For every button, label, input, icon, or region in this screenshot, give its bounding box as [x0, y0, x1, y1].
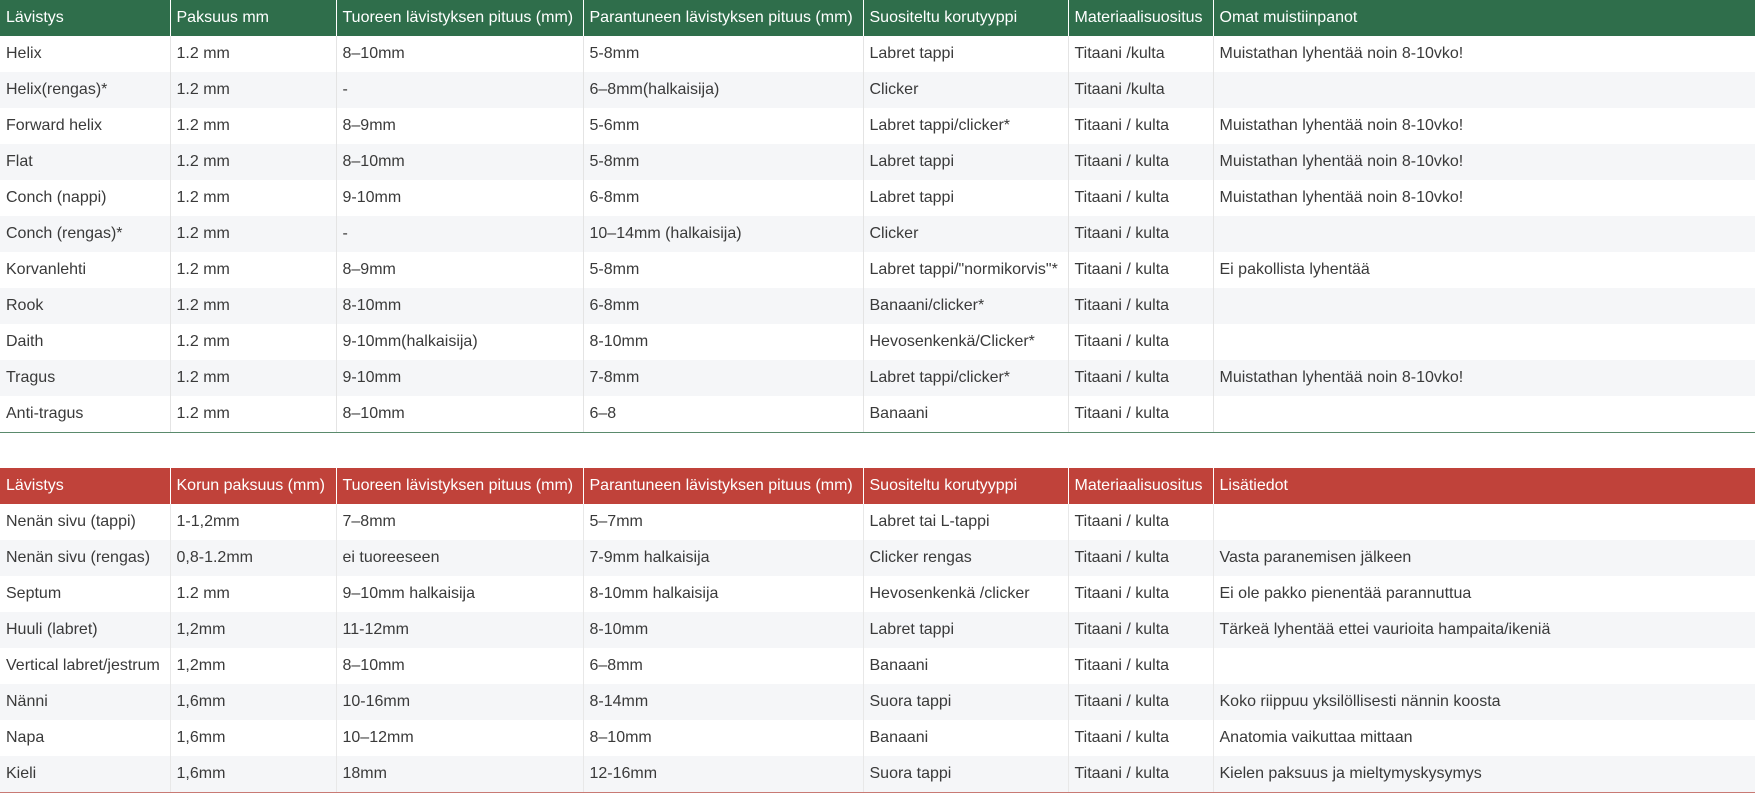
table-cell: 6–8mm [583, 648, 863, 684]
table-cell: 8-10mm [583, 612, 863, 648]
table-row [0, 396, 1755, 432]
table-cell: 8–9mm [336, 108, 583, 144]
column-header: Materiaalisuositus [1068, 468, 1213, 504]
table-cell: Flat [0, 144, 170, 180]
column-header: Suositeltu korutyyppi [863, 0, 1068, 36]
table-row [0, 720, 1755, 756]
table-cell: 5-8mm [583, 252, 863, 288]
table-cell: Korvanlehti [0, 252, 170, 288]
table-cell: Tärkeä lyhentää ettei vaurioita hampaita/ikeniä [1213, 612, 1755, 648]
table-cell: Nenän sivu (tappi) [0, 504, 170, 540]
column-header: Lisätiedot [1213, 468, 1755, 504]
table-cell: 8–9mm [336, 252, 583, 288]
table-cell: Hevosenkenkä /clicker [863, 576, 1068, 612]
table-cell: Titaani /kulta [1068, 36, 1213, 72]
table-cell: 1,6mm [170, 684, 336, 720]
table-cell: 8–10mm [336, 36, 583, 72]
table-cell: Vasta paranemisen jälkeen [1213, 540, 1755, 576]
column-header: Omat muistiinpanot [1213, 0, 1755, 36]
table-cell: Banaani/clicker* [863, 288, 1068, 324]
table-cell: 1,2mm [170, 612, 336, 648]
table-cell: Titaani /kulta [1068, 72, 1213, 108]
table-cell: 7-8mm [583, 360, 863, 396]
table-cell [1213, 288, 1755, 324]
table-cell: Titaani / kulta [1068, 396, 1213, 432]
table-cell: 5–7mm [583, 504, 863, 540]
table-cell: 11-12mm [336, 612, 583, 648]
table-cell: Muistathan lyhentää noin 8-10vko! [1213, 360, 1755, 396]
table-cell: ei tuoreeseen [336, 540, 583, 576]
table-cell: Conch (rengas)* [0, 216, 170, 252]
table-cell: 1.2 mm [170, 324, 336, 360]
column-header: Paksuus mm [170, 0, 336, 36]
table-cell: Titaani / kulta [1068, 720, 1213, 756]
table-cell: 7-9mm halkaisija [583, 540, 863, 576]
table-cell: Ei ole pakko pienentää parannuttua [1213, 576, 1755, 612]
table-header-row [0, 468, 1755, 504]
table-cell: Conch (nappi) [0, 180, 170, 216]
table-cell: Napa [0, 720, 170, 756]
table-cell [1213, 324, 1755, 360]
column-header: Tuoreen lävistyksen pituus (mm) [336, 0, 583, 36]
table-cell: Titaani / kulta [1068, 540, 1213, 576]
table-cell: Muistathan lyhentää noin 8-10vko! [1213, 36, 1755, 72]
table-cell: 10-16mm [336, 684, 583, 720]
table-cell: 1.2 mm [170, 108, 336, 144]
table-cell: Labret tappi/"normikorvis"* [863, 252, 1068, 288]
table-cell: 18mm [336, 756, 583, 792]
table-cell: 9-10mm [336, 360, 583, 396]
table-header-row [0, 0, 1755, 36]
table-cell: Labret tappi [863, 144, 1068, 180]
table-cell: 1.2 mm [170, 72, 336, 108]
table-cell: Helix [0, 36, 170, 72]
table-cell [1213, 72, 1755, 108]
table-cell: 1.2 mm [170, 288, 336, 324]
table-row [0, 324, 1755, 360]
table-cell: Labret tappi/clicker* [863, 108, 1068, 144]
table-cell: Labret tappi [863, 36, 1068, 72]
table-row [0, 576, 1755, 612]
table-cell: Forward helix [0, 108, 170, 144]
table-cell: Banaani [863, 720, 1068, 756]
table-cell: Titaani / kulta [1068, 360, 1213, 396]
table-cell: 6-8mm [583, 180, 863, 216]
table-row [0, 36, 1755, 72]
table-cell: Nänni [0, 684, 170, 720]
table-row [0, 216, 1755, 252]
column-header: Materiaalisuositus [1068, 0, 1213, 36]
table-cell: 1.2 mm [170, 36, 336, 72]
table-cell: Titaani / kulta [1068, 504, 1213, 540]
table-cell: 8–10mm [583, 720, 863, 756]
table-cell: 8-10mm halkaisija [583, 576, 863, 612]
table-cell: 1.2 mm [170, 396, 336, 432]
table-cell: Anti-tragus [0, 396, 170, 432]
table-cell: 1.2 mm [170, 576, 336, 612]
table-cell: Huuli (labret) [0, 612, 170, 648]
table-cell: 1.2 mm [170, 180, 336, 216]
table-cell: Banaani [863, 648, 1068, 684]
table-cell: 1.2 mm [170, 252, 336, 288]
table-cell: 8-10mm [583, 324, 863, 360]
table-cell: 8-14mm [583, 684, 863, 720]
table-cell: 6–8mm(halkaisija) [583, 72, 863, 108]
table-cell: Rook [0, 288, 170, 324]
table-cell: Clicker [863, 216, 1068, 252]
table-cell: 1.2 mm [170, 360, 336, 396]
table-cell: 0,8-1.2mm [170, 540, 336, 576]
table-cell: 1,2mm [170, 648, 336, 684]
table-cell: Helix(rengas)* [0, 72, 170, 108]
table-cell: Titaani / kulta [1068, 180, 1213, 216]
table-cell: 8–10mm [336, 396, 583, 432]
table-row [0, 108, 1755, 144]
table-cell: 1.2 mm [170, 216, 336, 252]
table-cell: 9–10mm halkaisija [336, 576, 583, 612]
table-cell: 9-10mm(halkaisija) [336, 324, 583, 360]
table-row [0, 288, 1755, 324]
table-cell: Titaani / kulta [1068, 252, 1213, 288]
table-cell: Muistathan lyhentää noin 8-10vko! [1213, 180, 1755, 216]
column-header: Lävistys [0, 468, 170, 504]
table-cell: 1,6mm [170, 720, 336, 756]
table-cell: Muistathan lyhentää noin 8-10vko! [1213, 108, 1755, 144]
column-header: Korun paksuus (mm) [170, 468, 336, 504]
table-cell: 10–12mm [336, 720, 583, 756]
table-cell: Titaani / kulta [1068, 144, 1213, 180]
table-cell: Nenän sivu (rengas) [0, 540, 170, 576]
table-cell: Labret tappi [863, 180, 1068, 216]
table-cell: Muistathan lyhentää noin 8-10vko! [1213, 144, 1755, 180]
table-cell: Titaani / kulta [1068, 648, 1213, 684]
table-cell: Kielen paksuus ja mieltymyskysymys [1213, 756, 1755, 792]
table-row [0, 648, 1755, 684]
table-cell: 12-16mm [583, 756, 863, 792]
table-cell [1213, 504, 1755, 540]
column-header: Suositeltu korutyyppi [863, 468, 1068, 504]
table-cell: 9-10mm [336, 180, 583, 216]
column-header: Tuoreen lävistyksen pituus (mm) [336, 468, 583, 504]
face-body-piercing-table [0, 468, 1755, 793]
table-cell: 10–14mm (halkaisija) [583, 216, 863, 252]
table-cell: Titaani / kulta [1068, 576, 1213, 612]
table-row [0, 756, 1755, 792]
table-cell: Titaani / kulta [1068, 108, 1213, 144]
table-cell: 7–8mm [336, 504, 583, 540]
table-cell: Titaani / kulta [1068, 216, 1213, 252]
table-row [0, 144, 1755, 180]
table-cell: 8–10mm [336, 648, 583, 684]
table-cell: Suora tappi [863, 684, 1068, 720]
table-row [0, 72, 1755, 108]
table-cell: 1,6mm [170, 756, 336, 792]
table-cell: 8-10mm [336, 288, 583, 324]
table-row [0, 504, 1755, 540]
table-cell: Titaani / kulta [1068, 288, 1213, 324]
table-cell: Clicker [863, 72, 1068, 108]
table-cell: Daith [0, 324, 170, 360]
table-cell: Anatomia vaikuttaa mittaan [1213, 720, 1755, 756]
table-row [0, 180, 1755, 216]
table-cell: Hevosenkenkä/Clicker* [863, 324, 1068, 360]
column-header: Lävistys [0, 0, 170, 36]
table-cell: Titaani / kulta [1068, 612, 1213, 648]
table-row [0, 360, 1755, 396]
column-header: Parantuneen lävistyksen pituus (mm) [583, 0, 863, 36]
table-cell: 5-8mm [583, 144, 863, 180]
table-cell: Ei pakollista lyhentää [1213, 252, 1755, 288]
table-cell: - [336, 216, 583, 252]
table-cell: 8–10mm [336, 144, 583, 180]
table-cell: Vertical labret/jestrum [0, 648, 170, 684]
table-cell: Titaani / kulta [1068, 756, 1213, 792]
table-cell: 1.2 mm [170, 144, 336, 180]
table-row [0, 540, 1755, 576]
table-cell [1213, 648, 1755, 684]
table-cell: Kieli [0, 756, 170, 792]
column-header: Parantuneen lävistyksen pituus (mm) [583, 468, 863, 504]
table-row [0, 612, 1755, 648]
table-cell: Labret tappi/clicker* [863, 360, 1068, 396]
table-cell: Titaani / kulta [1068, 324, 1213, 360]
table-cell: 6–8 [583, 396, 863, 432]
table-cell: Septum [0, 576, 170, 612]
table-row [0, 252, 1755, 288]
table-cell: 5-8mm [583, 36, 863, 72]
table-cell: Suora tappi [863, 756, 1068, 792]
table-cell: 5-6mm [583, 108, 863, 144]
table-cell: Labret tappi [863, 612, 1068, 648]
table-cell: Koko riippuu yksilöllisesti nännin koosta [1213, 684, 1755, 720]
table-cell: Tragus [0, 360, 170, 396]
table-row [0, 684, 1755, 720]
table-cell: - [336, 72, 583, 108]
table-cell: Labret tai L-tappi [863, 504, 1068, 540]
table-cell: 6-8mm [583, 288, 863, 324]
table-cell [1213, 216, 1755, 252]
table-cell: Titaani / kulta [1068, 684, 1213, 720]
table-cell: Banaani [863, 396, 1068, 432]
table-cell: 1-1,2mm [170, 504, 336, 540]
table-cell: Clicker rengas [863, 540, 1068, 576]
table-cell [1213, 396, 1755, 432]
